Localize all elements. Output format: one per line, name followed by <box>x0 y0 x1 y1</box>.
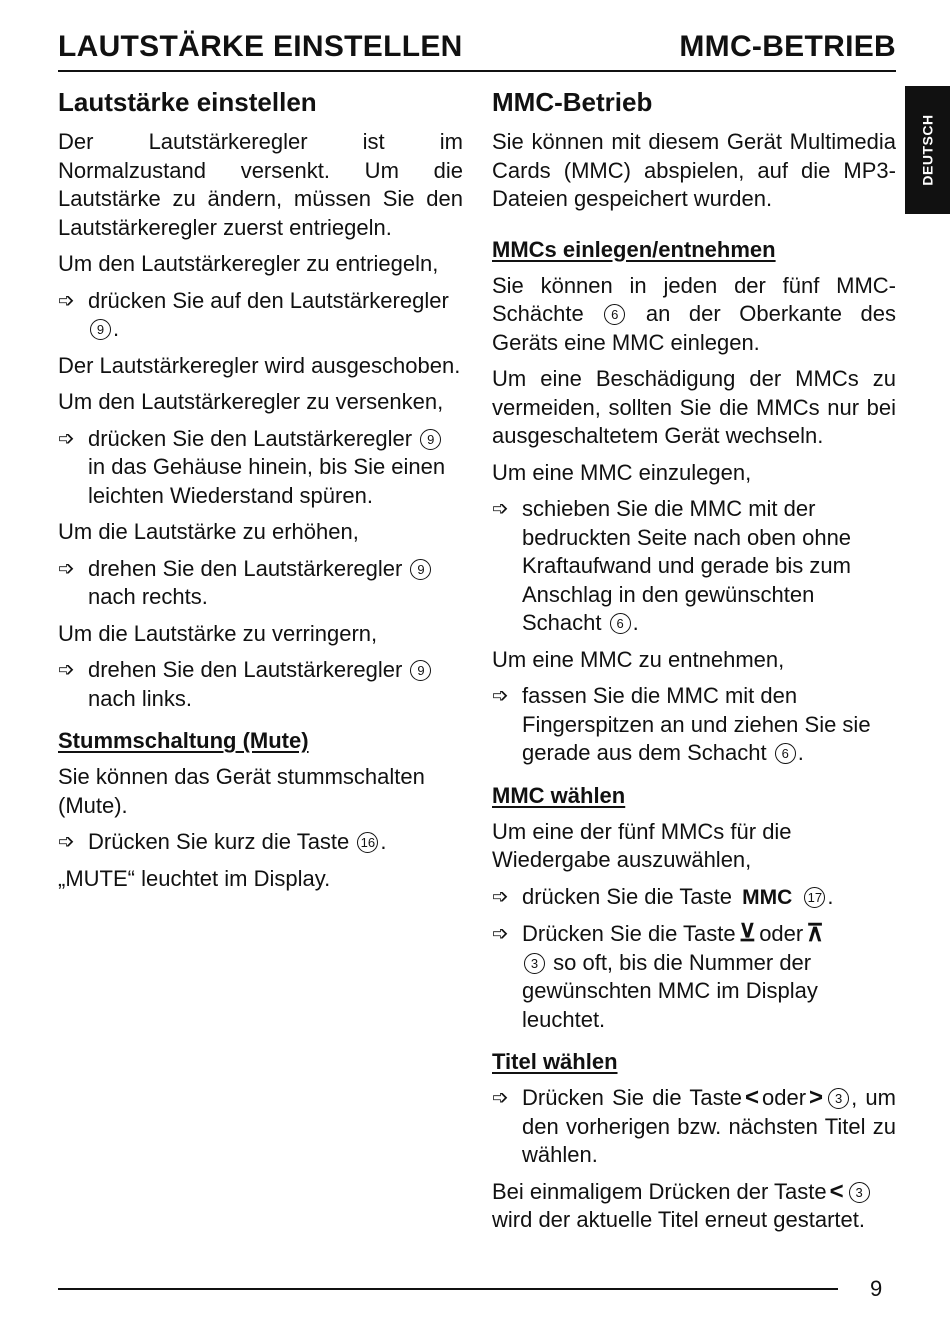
callout-number: 3 <box>828 1088 849 1109</box>
instruction-step <box>58 828 463 857</box>
callout-number: 9 <box>420 429 441 450</box>
paragraph: Sie können mit diesem Gerät Multimedia Cards (MMC) abspielen, auf die MP3-Dateien gespeichert wurden. <box>492 129 896 211</box>
instruction-step <box>492 495 896 638</box>
instruction-step <box>492 1084 896 1170</box>
language-tab-label: DEUTSCH <box>919 114 936 186</box>
callout-number: 9 <box>410 559 431 580</box>
paragraph: Um den Lautstärkeregler zu entriegeln, <box>58 251 439 276</box>
arrow-icon: ➩ <box>58 427 75 450</box>
step-text: schieben Sie die MMC mit der bedruckten Seite nach oben ohne Kraftaufwand und gerade bis zum Anschlag in den gewünschten Schacht <box>522 496 852 635</box>
paragraph-text: wird der aktuelle Titel erneut gestartet. <box>492 1207 865 1232</box>
instruction-step <box>492 920 896 1034</box>
step-text: Drücken Sie kurz die Taste <box>88 829 350 854</box>
step-text: drücken Sie auf den Lautstärkeregler <box>88 287 449 313</box>
callout-number: 3 <box>524 953 545 974</box>
paragraph <box>492 1178 896 1235</box>
step-text: drücken Sie den Lautstärkeregler <box>88 425 413 451</box>
arrow-icon: ➩ <box>492 1087 509 1109</box>
previous-button-icon: < <box>829 1177 844 1205</box>
section-title-mmc: MMC-Betrieb <box>492 87 653 117</box>
arrow-icon: ➩ <box>492 498 509 520</box>
instruction-step <box>58 555 463 612</box>
page-number: 9 <box>870 1276 883 1301</box>
step-text: Drücken Sie die Taste <box>522 921 736 946</box>
paragraph <box>492 272 896 358</box>
step-text: nach links. <box>88 685 192 711</box>
callout-number: 17 <box>804 887 825 908</box>
arrow-icon: ➩ <box>58 831 75 853</box>
paragraph: Um eine Beschädigung der MMCs zu vermeiden, sollten Sie die MMCs nur bei ausgeschaltetem Gerät wechseln. <box>492 366 896 448</box>
callout-number: 6 <box>604 304 625 325</box>
arrow-icon: ➩ <box>58 659 75 681</box>
step-text: so oft, bis die Nummer der gewünschten MMC im Display leuchtet. <box>522 949 818 1032</box>
step-text: . <box>380 829 387 854</box>
callout-number: 9 <box>410 660 431 681</box>
paragraph: Um die Lautstärke zu erhöhen, <box>58 519 359 544</box>
step-text: drehen Sie den Lautstärkeregler <box>88 555 403 581</box>
callout-number: 9 <box>90 319 111 340</box>
arrow-icon: ➩ <box>492 885 509 908</box>
callout-number: 6 <box>775 743 796 764</box>
language-tab <box>905 86 950 214</box>
paragraph: „MUTE“ leuchtet im Display. <box>58 865 331 891</box>
paragraph: Um die Lautstärke zu verringern, <box>58 620 378 646</box>
paragraph: Sie können das Gerät stummschalten (Mute). <box>58 764 425 818</box>
down-button-icon: ⊻ <box>738 920 757 947</box>
callout-number: 3 <box>849 1182 870 1203</box>
arrow-icon: ➩ <box>58 289 75 312</box>
previous-button-icon: < <box>744 1084 759 1111</box>
step-text: drücken Sie die Taste <box>522 883 732 909</box>
step-text: oder <box>759 921 804 946</box>
arrow-icon: ➩ <box>492 685 509 707</box>
step-text: , um den vorherigen bzw. nächsten Titel zu wählen. <box>522 1085 896 1167</box>
mmc-button-label: MMC <box>742 885 793 909</box>
next-button-icon: > <box>809 1084 824 1111</box>
paragraph: Um eine MMC einzulegen, <box>492 459 752 485</box>
step-text: . <box>632 610 639 635</box>
instruction-step <box>58 425 463 511</box>
left-column <box>58 86 463 901</box>
instruction-step <box>492 883 896 913</box>
step-text: in das Gehäuse hinein, bis Sie einen leichten Wiederstand spüren. <box>88 454 446 508</box>
paragraph: Der Lautstärkeregler wird ausgeschoben. <box>58 352 461 378</box>
paragraph-text: an der Oberkante des Geräts eine MMC einlegen. <box>492 301 896 355</box>
header-right-title: MMC-BETRIEB <box>679 30 896 63</box>
subsection-title-mute: Stummschaltung (Mute) <box>58 728 309 753</box>
step-text: Drücken Sie die Taste <box>522 1085 742 1110</box>
section-title-volume: Lautstärke einstellen <box>58 87 317 117</box>
arrow-icon: ➩ <box>492 923 509 945</box>
step-text: oder <box>762 1085 807 1110</box>
paragraph: Um den Lautstärkeregler zu versenken, <box>58 389 444 414</box>
footer-rule <box>58 1288 838 1290</box>
step-text: drehen Sie den Lautstärkeregler <box>88 657 403 682</box>
paragraph: Um eine MMC zu entnehmen, <box>492 646 785 672</box>
header-rule <box>58 70 896 72</box>
header-left-title: LAUTSTÄRKE EINSTELLEN <box>58 30 463 63</box>
arrow-icon: ➩ <box>58 557 75 580</box>
instruction-step <box>492 682 896 768</box>
step-text: . <box>827 883 834 909</box>
subsection-title-insert: MMCs einlegen/entnehmen <box>492 236 776 262</box>
paragraph: Um eine der fünf MMCs für die Wiedergabe auszuwählen, <box>492 818 792 872</box>
step-text: . <box>113 316 120 341</box>
up-button-icon: ⊼ <box>806 920 824 947</box>
paragraph-text: Bei einmaligem Drücken der Taste <box>492 1178 827 1204</box>
instruction-step <box>58 287 463 344</box>
step-text: fassen Sie die MMC mit den Fingerspitzen an und ziehen Sie sie gerade aus dem Schacht <box>522 683 871 765</box>
callout-number: 16 <box>357 832 378 853</box>
instruction-step <box>58 656 463 713</box>
subsection-title-select-mmc: MMC wählen <box>492 782 626 808</box>
callout-number: 6 <box>610 613 631 634</box>
paragraph-text: Sie können in jeden der fünf MMC-Schächte <box>492 272 896 326</box>
step-text: nach rechts. <box>88 584 208 609</box>
subsection-title-select-track: Titel wählen <box>492 1049 618 1074</box>
paragraph: Der Lautstärkeregler ist im Normalzustand versenkt. Um die Lautstärke zu ändern, müssen Sie den Lautstärkeregler zuerst entriegeln. <box>58 129 463 240</box>
step-text: . <box>797 740 804 765</box>
right-column <box>492 86 896 1243</box>
